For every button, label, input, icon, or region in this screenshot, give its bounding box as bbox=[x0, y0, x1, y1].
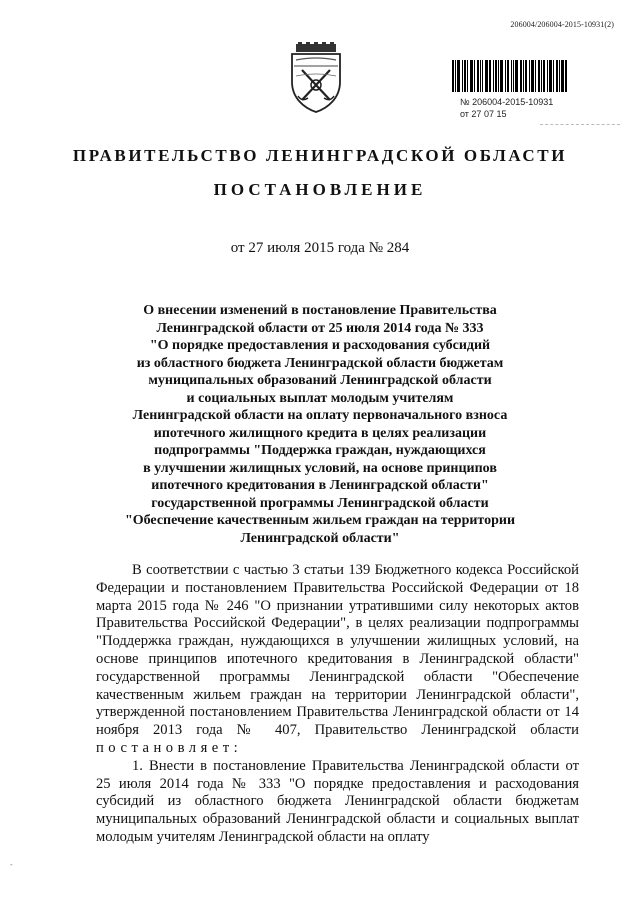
title-line: из областного бюджета Ленинградской области бюджетам bbox=[136, 355, 504, 371]
document-date: от 27 июля 2015 года № 284 bbox=[230, 240, 410, 256]
title-line: ипотечного кредитования в Ленинградской области" bbox=[151, 478, 489, 493]
coat-of-arms-icon bbox=[288, 42, 344, 114]
paragraph-item-1: 1. Внести в постановление Правительства Ленинградской области от 25 июля 2014 года № 333 "О порядке предоставления и расходования субсидий из областного бюджета Ленинградской области бюджетам муниципальных образований Ленинградской области и социальных выплат молодым учителям Ленинградской области на оплату bbox=[96, 757, 579, 845]
title-line: О внесении изменений в постановление Правительства bbox=[143, 303, 497, 318]
resolves-word: постановляет: bbox=[96, 739, 243, 756]
preamble-text: В соответствии с частью 3 статьи 139 Бюджетного кодекса Российской Федерации и постановлением Правительства Российской Федерации от 18 марта 2015 года № 246 "О признании утратившими силу некоторых актов Правительства Российской Федерации", в целях реализации подпрограммы "Поддержка граждан, нуждающихся в улучшении жилищных условий, на основе принципов ипотечного кредитования в Ленинградской области" государственной программы Ленинградской области "Обеспечение качественным жильем граждан на территории Ленинградской области", утвержденной постановлением Правительства Ленинградской области от 14 ноября 2013 года № 407, Правительство Ленинградской области bbox=[96, 562, 579, 739]
title-line: Ленинградской области" bbox=[240, 530, 400, 546]
title-line: в улучшении жилищных условий, на основе принципов bbox=[143, 460, 497, 476]
document-body bbox=[96, 562, 579, 847]
title-line: Ленинградской области от 25 июля 2014 года № 333 bbox=[156, 320, 484, 336]
title-line: и социальных выплат молодым учителям bbox=[186, 390, 454, 406]
registration-date: от 27 07 15 bbox=[460, 109, 507, 119]
title-line: "Обеспечение качественным жильем граждан на территории bbox=[124, 513, 516, 528]
document-type: ПОСТАНОВЛЕНИЕ bbox=[213, 180, 427, 199]
title-line: государственной программы Ленинградской области bbox=[151, 495, 489, 511]
registration-stamp bbox=[460, 96, 553, 120]
divider bbox=[540, 124, 620, 125]
title-line: "О порядке предоставления и расходования субсидий bbox=[149, 338, 491, 353]
title-line: Ленинградской области на оплату первоначального взноса bbox=[132, 408, 508, 423]
title-line: ипотечного жилищного кредита в целях реализации bbox=[153, 425, 487, 441]
document-id: 206004/206004-2015-10931(2) bbox=[510, 20, 614, 29]
barcode bbox=[452, 60, 602, 92]
registration-number: № 206004-2015-10931 bbox=[460, 97, 554, 107]
margin-mark: - bbox=[10, 860, 13, 869]
organization-name: ПРАВИТЕЛЬСТВО ЛЕНИНГРАДСКОЙ ОБЛАСТИ bbox=[72, 146, 568, 165]
document-title bbox=[120, 302, 520, 547]
title-line: муниципальных образований Ленинградской области bbox=[148, 373, 492, 388]
title-line: подпрограммы "Поддержка граждан, нуждающихся bbox=[154, 443, 486, 458]
paragraph-preamble bbox=[96, 562, 579, 758]
